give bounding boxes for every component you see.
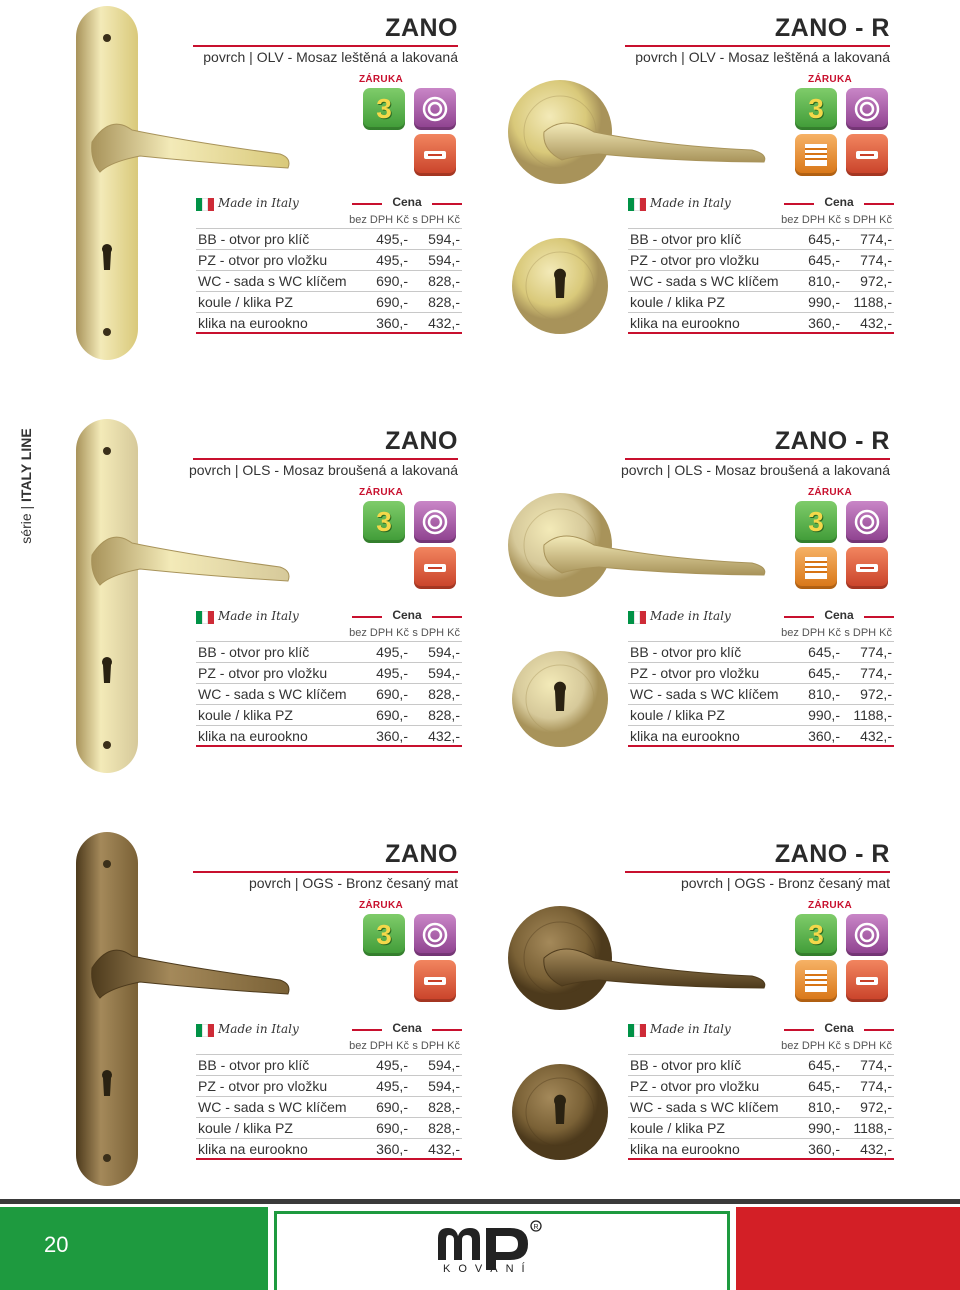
price-with-vat: 1188,-	[853, 707, 892, 723]
spring-icon	[846, 914, 888, 956]
col-header-with-vat: s DPH Kč	[412, 1040, 460, 1052]
warranty-3-years-icon	[795, 914, 837, 956]
col-header-without-vat: bez DPH Kč	[781, 1040, 841, 1052]
price-without-vat: 645,-	[808, 1078, 840, 1094]
price-without-vat: 360,-	[808, 315, 840, 331]
price-row	[628, 663, 894, 684]
item-name: koule / klika PZ	[630, 294, 725, 310]
price-with-vat: 828,-	[428, 686, 460, 702]
product-title: ZANO	[385, 14, 458, 42]
footer-red-band	[736, 1207, 960, 1290]
price-without-vat: 495,-	[376, 665, 408, 681]
price-with-vat: 774,-	[860, 1078, 892, 1094]
item-name: BB - otvor pro klíč	[630, 1057, 742, 1073]
made-in-italy	[196, 196, 316, 214]
title-underline	[193, 45, 458, 47]
price-with-vat: 828,-	[428, 707, 460, 723]
price-with-vat: 972,-	[860, 1099, 892, 1115]
price-without-vat: 495,-	[376, 231, 408, 247]
price-row	[196, 1118, 462, 1139]
product-surface: povrch | OLV - Mosaz leštěná a lakovaná	[203, 49, 458, 65]
price-without-vat: 360,-	[376, 728, 408, 744]
price-row	[628, 271, 894, 292]
product-surface: povrch | OLS - Mosaz broušená a lakovaná	[620, 462, 890, 478]
item-name: koule / klika PZ	[630, 707, 725, 723]
price-row	[628, 1097, 894, 1118]
price-row	[628, 292, 894, 313]
made-in-italy-text: Made in Italy	[650, 196, 731, 210]
price-without-vat: 990,-	[808, 1120, 840, 1136]
price-with-vat: 594,-	[428, 665, 460, 681]
product-cell	[432, 826, 912, 1238]
made-in-italy	[628, 196, 748, 214]
col-header-with-vat: s DPH Kč	[844, 627, 892, 639]
made-in-italy-text: Made in Italy	[218, 196, 299, 210]
item-name: PZ - otvor pro vložku	[630, 665, 760, 681]
product-title: ZANO - R	[774, 14, 890, 42]
price-row	[196, 271, 462, 292]
price-rows	[628, 228, 894, 334]
price-with-vat: 1188,-	[853, 1120, 892, 1136]
price-row	[196, 250, 462, 271]
price-without-vat: 645,-	[808, 231, 840, 247]
item-name: WC - sada s WC klíčem	[630, 1099, 779, 1115]
product-cell	[432, 0, 912, 412]
price-heading-text: Cena	[392, 1021, 422, 1035]
price-row	[196, 726, 462, 747]
item-name: WC - sada s WC klíčem	[198, 273, 347, 289]
title-underline	[193, 871, 458, 873]
italian-flag-icon	[628, 198, 646, 211]
item-name: WC - sada s WC klíčem	[630, 273, 779, 289]
price-without-vat: 495,-	[376, 1057, 408, 1073]
product-surface: povrch | OLS - Mosaz broušená a lakovaná	[188, 462, 458, 478]
price-with-vat: 828,-	[428, 294, 460, 310]
warranty-3-years-icon	[363, 501, 405, 543]
price-with-vat: 594,-	[428, 252, 460, 268]
price-without-vat: 690,-	[376, 294, 408, 310]
price-without-vat: 690,-	[376, 1099, 408, 1115]
price-with-vat: 594,-	[428, 644, 460, 660]
price-without-vat: 990,-	[808, 707, 840, 723]
price-with-vat: 432,-	[428, 315, 460, 331]
item-name: koule / klika PZ	[630, 1120, 725, 1136]
price-row	[196, 1055, 462, 1076]
series-label-prefix: série |	[18, 501, 34, 544]
price-row	[628, 1118, 894, 1139]
product-cell	[0, 413, 480, 825]
price-with-vat: 774,-	[860, 1057, 892, 1073]
price-heading-text: Cena	[392, 608, 422, 622]
warranty-years: 3	[808, 919, 824, 950]
price-with-vat: 432,-	[428, 1141, 460, 1157]
warranty-3-years-icon	[363, 88, 405, 130]
lock-cylinder-icon	[846, 960, 888, 1002]
price-with-vat: 972,-	[860, 686, 892, 702]
item-name: BB - otvor pro klíč	[198, 231, 310, 247]
price-row	[196, 642, 462, 663]
item-name: koule / klika PZ	[198, 707, 293, 723]
price-rows	[196, 1054, 462, 1160]
price-with-vat: 1188,-	[853, 294, 892, 310]
price-rows	[196, 641, 462, 747]
item-name: BB - otvor pro klíč	[198, 1057, 310, 1073]
window-shutter-icon	[795, 960, 837, 1002]
footer-divider	[0, 1199, 960, 1204]
price-without-vat: 690,-	[376, 707, 408, 723]
price-without-vat: 690,-	[376, 273, 408, 289]
brand-subtitle: KOVÁNÍ	[443, 1263, 533, 1275]
price-heading	[784, 195, 894, 211]
price-with-vat: 432,-	[428, 728, 460, 744]
col-header-with-vat: s DPH Kč	[844, 214, 892, 226]
product-title: ZANO - R	[774, 840, 890, 868]
product-surface: povrch | OGS - Bronz česaný mat	[680, 875, 890, 891]
price-without-vat: 495,-	[376, 644, 408, 660]
svg-text:R: R	[533, 1224, 539, 1231]
item-name: klika na eurookno	[198, 1141, 308, 1157]
price-without-vat: 810,-	[808, 1099, 840, 1115]
made-in-italy	[628, 1022, 748, 1040]
item-name: koule / klika PZ	[198, 1120, 293, 1136]
warranty-years: 3	[808, 506, 824, 537]
price-row	[628, 684, 894, 705]
item-name: WC - sada s WC klíčem	[630, 686, 779, 702]
item-name: PZ - otvor pro vložku	[630, 252, 760, 268]
warranty-label: ZÁRUKA	[807, 900, 852, 911]
warranty-label: ZÁRUKA	[807, 74, 852, 85]
warranty-3-years-icon	[795, 501, 837, 543]
warranty-years: 3	[376, 506, 392, 537]
col-header-without-vat: bez DPH Kč	[781, 627, 841, 639]
col-header-without-vat: bez DPH Kč	[349, 214, 409, 226]
price-row	[628, 1139, 894, 1160]
series-label-name: ITALY LINE	[18, 428, 34, 502]
window-shutter-icon	[795, 547, 837, 589]
price-with-vat: 828,-	[428, 273, 460, 289]
italian-flag-icon	[628, 611, 646, 624]
price-without-vat: 360,-	[376, 1141, 408, 1157]
warranty-label: ZÁRUKA	[358, 487, 403, 498]
price-row	[628, 1055, 894, 1076]
price-with-vat: 774,-	[860, 252, 892, 268]
price-with-vat: 594,-	[428, 1057, 460, 1073]
item-name: WC - sada s WC klíčem	[198, 686, 347, 702]
price-without-vat: 690,-	[376, 1120, 408, 1136]
price-heading-text: Cena	[824, 195, 854, 209]
price-row	[628, 726, 894, 747]
price-heading	[784, 1021, 894, 1037]
price-row	[196, 292, 462, 313]
price-without-vat: 645,-	[808, 1057, 840, 1073]
price-heading-text: Cena	[824, 1021, 854, 1035]
italian-flag-icon	[196, 611, 214, 624]
price-row	[628, 1076, 894, 1097]
col-header-without-vat: bez DPH Kč	[349, 627, 409, 639]
product-surface: povrch | OGS - Bronz česaný mat	[248, 875, 458, 891]
price-with-vat: 594,-	[428, 231, 460, 247]
col-header-without-vat: bez DPH Kč	[349, 1040, 409, 1052]
item-name: klika na eurookno	[198, 315, 308, 331]
price-without-vat: 360,-	[376, 315, 408, 331]
made-in-italy	[196, 1022, 316, 1040]
warranty-years: 3	[376, 919, 392, 950]
warranty-label: ZÁRUKA	[358, 900, 403, 911]
spring-icon	[846, 88, 888, 130]
warranty-3-years-icon	[363, 914, 405, 956]
price-with-vat: 432,-	[860, 1141, 892, 1157]
price-rows	[196, 228, 462, 334]
item-name: PZ - otvor pro vložku	[198, 1078, 328, 1094]
price-with-vat: 828,-	[428, 1099, 460, 1115]
product-title: ZANO	[385, 840, 458, 868]
price-heading-text: Cena	[392, 195, 422, 209]
price-heading-text: Cena	[824, 608, 854, 622]
item-name: BB - otvor pro klíč	[630, 231, 742, 247]
made-in-italy-text: Made in Italy	[218, 609, 299, 623]
price-with-vat: 432,-	[860, 728, 892, 744]
price-row	[628, 705, 894, 726]
price-without-vat: 645,-	[808, 252, 840, 268]
item-name: klika na eurookno	[630, 315, 740, 331]
window-shutter-icon	[795, 134, 837, 176]
price-without-vat: 360,-	[808, 728, 840, 744]
price-with-vat: 432,-	[860, 315, 892, 331]
col-header-with-vat: s DPH Kč	[412, 627, 460, 639]
made-in-italy	[196, 609, 316, 627]
warranty-years: 3	[808, 93, 824, 124]
made-in-italy-text: Made in Italy	[650, 609, 731, 623]
page-number: 20	[44, 1232, 69, 1257]
lock-cylinder-icon	[846, 547, 888, 589]
price-with-vat: 774,-	[860, 644, 892, 660]
italian-flag-icon	[196, 1024, 214, 1037]
price-rows	[628, 1054, 894, 1160]
price-without-vat: 690,-	[376, 686, 408, 702]
price-row	[196, 313, 462, 334]
warranty-label: ZÁRUKA	[358, 74, 403, 85]
price-with-vat: 972,-	[860, 273, 892, 289]
price-without-vat: 360,-	[808, 1141, 840, 1157]
title-underline	[625, 458, 890, 460]
title-underline	[625, 45, 890, 47]
item-name: BB - otvor pro klíč	[630, 644, 742, 660]
product-title: ZANO	[385, 427, 458, 455]
item-name: koule / klika PZ	[198, 294, 293, 310]
title-underline	[193, 458, 458, 460]
product-cell	[432, 413, 912, 825]
price-with-vat: 828,-	[428, 1120, 460, 1136]
warranty-3-years-icon	[795, 88, 837, 130]
price-rows	[628, 641, 894, 747]
warranty-years: 3	[376, 93, 392, 124]
item-name: WC - sada s WC klíčem	[198, 1099, 347, 1115]
price-row	[196, 229, 462, 250]
price-without-vat: 810,-	[808, 273, 840, 289]
price-row	[196, 1139, 462, 1160]
price-without-vat: 645,-	[808, 644, 840, 660]
price-row	[196, 663, 462, 684]
product-cell	[0, 0, 480, 412]
made-in-italy-text: Made in Italy	[650, 1022, 731, 1036]
item-name: PZ - otvor pro vložku	[198, 252, 328, 268]
product-title: ZANO - R	[774, 427, 890, 455]
price-with-vat: 594,-	[428, 1078, 460, 1094]
price-row	[196, 1097, 462, 1118]
price-row	[628, 250, 894, 271]
item-name: klika na eurookno	[630, 728, 740, 744]
lock-cylinder-icon	[846, 134, 888, 176]
price-with-vat: 774,-	[860, 231, 892, 247]
warranty-label: ZÁRUKA	[807, 487, 852, 498]
title-underline	[625, 871, 890, 873]
item-name: PZ - otvor pro vložku	[198, 665, 328, 681]
price-without-vat: 645,-	[808, 665, 840, 681]
price-row	[196, 684, 462, 705]
product-surface: povrch | OLV - Mosaz leštěná a lakovaná	[635, 49, 890, 65]
made-in-italy-text: Made in Italy	[218, 1022, 299, 1036]
made-in-italy	[628, 609, 748, 627]
price-heading	[784, 608, 894, 624]
item-name: BB - otvor pro klíč	[198, 644, 310, 660]
price-row	[196, 1076, 462, 1097]
item-name: PZ - otvor pro vložku	[630, 1078, 760, 1094]
item-name: klika na eurookno	[630, 1141, 740, 1157]
italian-flag-icon	[628, 1024, 646, 1037]
col-header-with-vat: s DPH Kč	[412, 214, 460, 226]
price-row	[196, 705, 462, 726]
spring-icon	[846, 501, 888, 543]
price-without-vat: 495,-	[376, 1078, 408, 1094]
product-cell	[0, 826, 480, 1238]
price-without-vat: 990,-	[808, 294, 840, 310]
col-header-with-vat: s DPH Kč	[844, 1040, 892, 1052]
col-header-without-vat: bez DPH Kč	[781, 214, 841, 226]
price-without-vat: 810,-	[808, 686, 840, 702]
price-row	[628, 313, 894, 334]
price-without-vat: 495,-	[376, 252, 408, 268]
italian-flag-icon	[196, 198, 214, 211]
price-row	[628, 642, 894, 663]
item-name: klika na eurookno	[198, 728, 308, 744]
price-row	[628, 229, 894, 250]
price-with-vat: 774,-	[860, 665, 892, 681]
